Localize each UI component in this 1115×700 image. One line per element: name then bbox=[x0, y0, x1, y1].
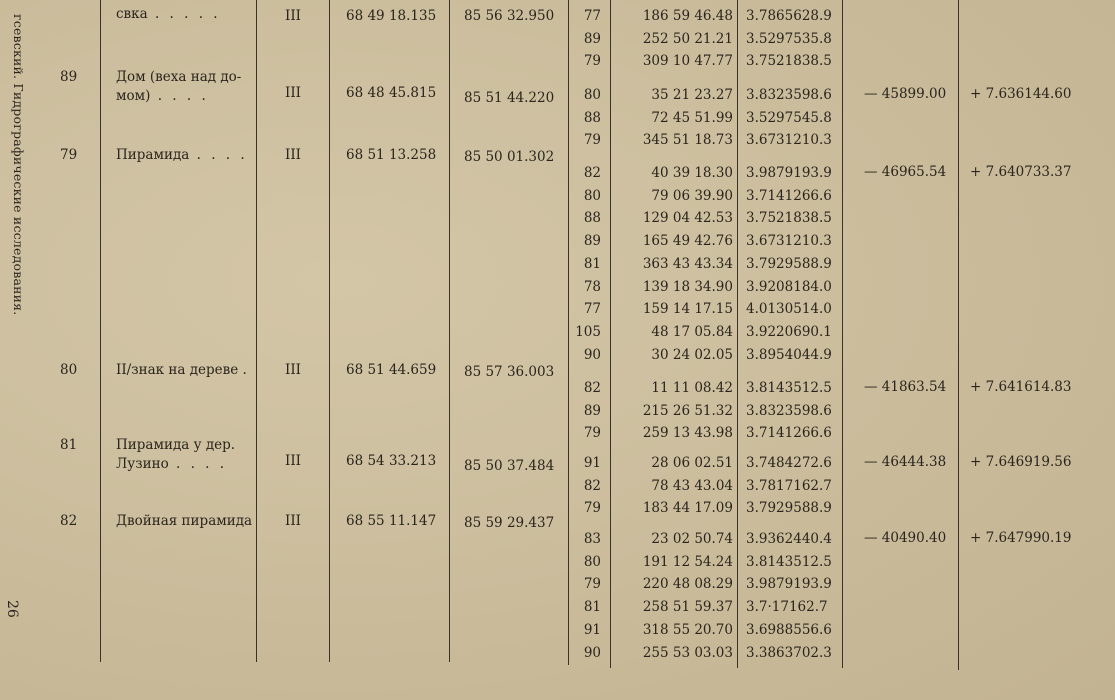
target-station: 79 bbox=[583, 53, 601, 70]
target-station: 81 bbox=[583, 599, 601, 616]
coord-x: — 40490.40 bbox=[864, 530, 947, 546]
station-name-cont: Лузино . . . . bbox=[116, 456, 228, 472]
side-running-title: гсевский. Гидрографические исследования. bbox=[11, 14, 26, 316]
target-station: 79 bbox=[583, 425, 601, 442]
direction-angle: 11 11 08.42 bbox=[651, 380, 733, 396]
station-name: Дом (веха над до- bbox=[116, 69, 242, 85]
latitude: 68 48 45.815 bbox=[346, 85, 437, 101]
longitude: 85 50 01.302 bbox=[464, 149, 555, 165]
target-station: 79 bbox=[583, 576, 601, 593]
column-rule bbox=[329, 0, 330, 662]
direction-angle: 30 24 02.05 bbox=[651, 346, 733, 363]
target-station: 83 bbox=[583, 531, 601, 547]
direction-angle: 220 48 08.29 bbox=[642, 576, 733, 593]
log-distance: 3.5297535.8 bbox=[746, 30, 832, 47]
log-distance: 3.6731210.3 bbox=[746, 233, 832, 250]
target-station: 82 bbox=[583, 165, 601, 181]
coord-x: — 46965.54 bbox=[864, 164, 947, 180]
leader-dots: . . . . bbox=[168, 456, 228, 472]
coord-x: — 41863.54 bbox=[864, 379, 947, 395]
longitude: 85 51 44.220 bbox=[464, 90, 555, 106]
column-rule bbox=[610, 0, 611, 668]
direction-angle: 345 51 18.73 bbox=[642, 132, 733, 149]
target-station: 90 bbox=[583, 644, 601, 661]
target-station: 89 bbox=[583, 30, 601, 47]
column-rule bbox=[737, 0, 738, 668]
target-station: 91 bbox=[583, 621, 601, 638]
station-class: III bbox=[285, 513, 301, 529]
station-name: Пирамида у дер. bbox=[116, 437, 236, 453]
log-distance: 3.6988556.6 bbox=[746, 621, 832, 638]
target-station: 105 bbox=[575, 323, 601, 340]
target-station: 82 bbox=[583, 477, 601, 494]
leader-dots: . . . . bbox=[189, 147, 248, 163]
column-rule bbox=[100, 0, 101, 662]
coord-y: + 7.636144.60 bbox=[970, 86, 1072, 102]
coord-x: — 45899.00 bbox=[864, 86, 947, 102]
target-station: 78 bbox=[583, 278, 601, 295]
log-distance: 3.9879193.9 bbox=[746, 576, 832, 593]
log-distance: 3.7865628.9 bbox=[746, 8, 832, 24]
direction-angle: 159 14 17.15 bbox=[642, 301, 733, 318]
direction-angle: 186 59 46.48 bbox=[642, 8, 733, 24]
target-station: 77 bbox=[583, 8, 601, 24]
log-distance: 3.8143512.5 bbox=[746, 380, 832, 396]
station-number: 89 bbox=[60, 69, 78, 85]
target-station: 80 bbox=[583, 87, 601, 103]
longitude: 85 57 36.003 bbox=[464, 364, 555, 380]
direction-angle: 259 13 43.98 bbox=[642, 425, 733, 442]
target-station: 79 bbox=[583, 132, 601, 149]
target-station: 90 bbox=[583, 346, 601, 363]
station-name: свка . . . . . bbox=[116, 6, 221, 22]
longitude: 85 59 29.437 bbox=[464, 515, 555, 531]
latitude: 68 49 18.135 bbox=[346, 8, 437, 24]
direction-angle: 79 06 39.90 bbox=[651, 187, 733, 204]
leader-dots: . . . . bbox=[150, 88, 209, 104]
station-number: 79 bbox=[60, 147, 78, 163]
station-name: II/знак на дереве . bbox=[116, 362, 247, 378]
coord-x: — 46444.38 bbox=[864, 454, 947, 470]
longitude: 85 50 37.484 bbox=[464, 458, 555, 474]
station-class: III bbox=[285, 8, 301, 24]
direction-angle: 363 43 43.34 bbox=[642, 255, 733, 272]
coord-y: + 7.647990.19 bbox=[970, 530, 1072, 546]
coord-y: + 7.641614.83 bbox=[970, 379, 1072, 395]
log-distance: 3.6731210.3 bbox=[746, 132, 832, 149]
direction-angle: 28 06 02.51 bbox=[651, 455, 733, 471]
direction-angle: 48 17 05.84 bbox=[651, 323, 733, 340]
log-distance: 3.7·17162.7 bbox=[746, 599, 828, 616]
direction-angle: 258 51 59.37 bbox=[642, 599, 733, 616]
log-distance: 3.7929588.9 bbox=[746, 255, 832, 272]
station-number: 80 bbox=[60, 362, 78, 378]
page-number: 26 bbox=[4, 600, 20, 618]
direction-angle: 252 50 21.21 bbox=[642, 30, 733, 47]
direction-angle: 191 12 54.24 bbox=[642, 553, 733, 570]
log-distance: 3.7521838.5 bbox=[746, 53, 832, 70]
column-rule bbox=[449, 0, 450, 662]
coord-y: + 7.640733.37 bbox=[970, 164, 1072, 180]
longitude: 85 56 32.950 bbox=[464, 8, 555, 24]
target-station: 77 bbox=[583, 301, 601, 318]
target-station: 89 bbox=[583, 402, 601, 419]
direction-angle: 318 55 20.70 bbox=[642, 621, 733, 638]
station-class: III bbox=[285, 85, 301, 101]
target-station: 88 bbox=[583, 210, 601, 227]
latitude: 68 51 44.659 bbox=[346, 362, 437, 378]
log-distance: 3.8323598.6 bbox=[746, 87, 832, 103]
direction-angle: 40 39 18.30 bbox=[651, 165, 733, 181]
direction-angle: 72 45 51.99 bbox=[651, 109, 733, 126]
direction-angle: 215 26 51.32 bbox=[642, 402, 733, 419]
column-rule bbox=[568, 0, 569, 665]
leader-dots: . . . . . bbox=[147, 6, 221, 22]
log-distance: 3.8954044.9 bbox=[746, 346, 832, 363]
column-rule bbox=[958, 0, 959, 670]
direction-angle: 183 44 17.09 bbox=[642, 500, 733, 517]
latitude: 68 51 13.258 bbox=[346, 147, 437, 163]
direction-angle: 139 18 34.90 bbox=[642, 278, 733, 295]
direction-angle: 309 10 47.77 bbox=[642, 53, 733, 70]
direction-angle: 165 49 42.76 bbox=[642, 233, 733, 250]
log-distance: 4.0130514.0 bbox=[746, 301, 832, 318]
log-distance: 3.8323598.6 bbox=[746, 402, 832, 419]
target-station: 89 bbox=[583, 233, 601, 250]
log-distance: 3.9362440.4 bbox=[746, 531, 832, 547]
log-distance: 3.7141266.6 bbox=[746, 187, 832, 204]
log-distance: 3.9220690.1 bbox=[746, 323, 832, 340]
log-distance: 3.8143512.5 bbox=[746, 553, 832, 570]
target-station: 91 bbox=[583, 455, 601, 471]
station-number: 81 bbox=[60, 437, 78, 453]
target-station: 88 bbox=[583, 109, 601, 126]
target-station: 82 bbox=[583, 380, 601, 396]
latitude: 68 55 11.147 bbox=[346, 513, 437, 529]
target-station: 81 bbox=[583, 255, 601, 272]
latitude: 68 54 33.213 bbox=[346, 453, 437, 469]
station-name-cont: мом) . . . . bbox=[116, 88, 209, 104]
column-rule bbox=[256, 0, 257, 662]
station-class: III bbox=[285, 453, 301, 469]
station-class: III bbox=[285, 147, 301, 163]
column-rule bbox=[842, 0, 843, 668]
direction-angle: 129 04 42.53 bbox=[642, 210, 733, 227]
direction-angle: 78 43 43.04 bbox=[651, 477, 733, 494]
station-number: 82 bbox=[60, 513, 78, 529]
target-station: 80 bbox=[583, 553, 601, 570]
log-distance: 3.3863702.3 bbox=[746, 644, 832, 661]
station-name: Пирамида . . . . bbox=[116, 147, 248, 163]
log-distance: 3.9208184.0 bbox=[746, 278, 832, 295]
target-station: 79 bbox=[583, 500, 601, 517]
direction-angle: 255 53 03.03 bbox=[642, 644, 733, 661]
log-distance: 3.7817162.7 bbox=[746, 477, 832, 494]
station-class: III bbox=[285, 362, 301, 378]
log-distance: 3.7141266.6 bbox=[746, 425, 832, 442]
log-distance: 3.7521838.5 bbox=[746, 210, 832, 227]
log-distance: 3.7929588.9 bbox=[746, 500, 832, 517]
log-distance: 3.7484272.6 bbox=[746, 455, 832, 471]
log-distance: 3.9879193.9 bbox=[746, 165, 832, 181]
target-station: 80 bbox=[583, 187, 601, 204]
direction-angle: 23 02 50.74 bbox=[651, 531, 733, 547]
coord-y: + 7.646919.56 bbox=[970, 454, 1072, 470]
station-name: Двойная пирамида bbox=[116, 513, 253, 529]
direction-angle: 35 21 23.27 bbox=[651, 87, 733, 103]
log-distance: 3.5297545.8 bbox=[746, 109, 832, 126]
